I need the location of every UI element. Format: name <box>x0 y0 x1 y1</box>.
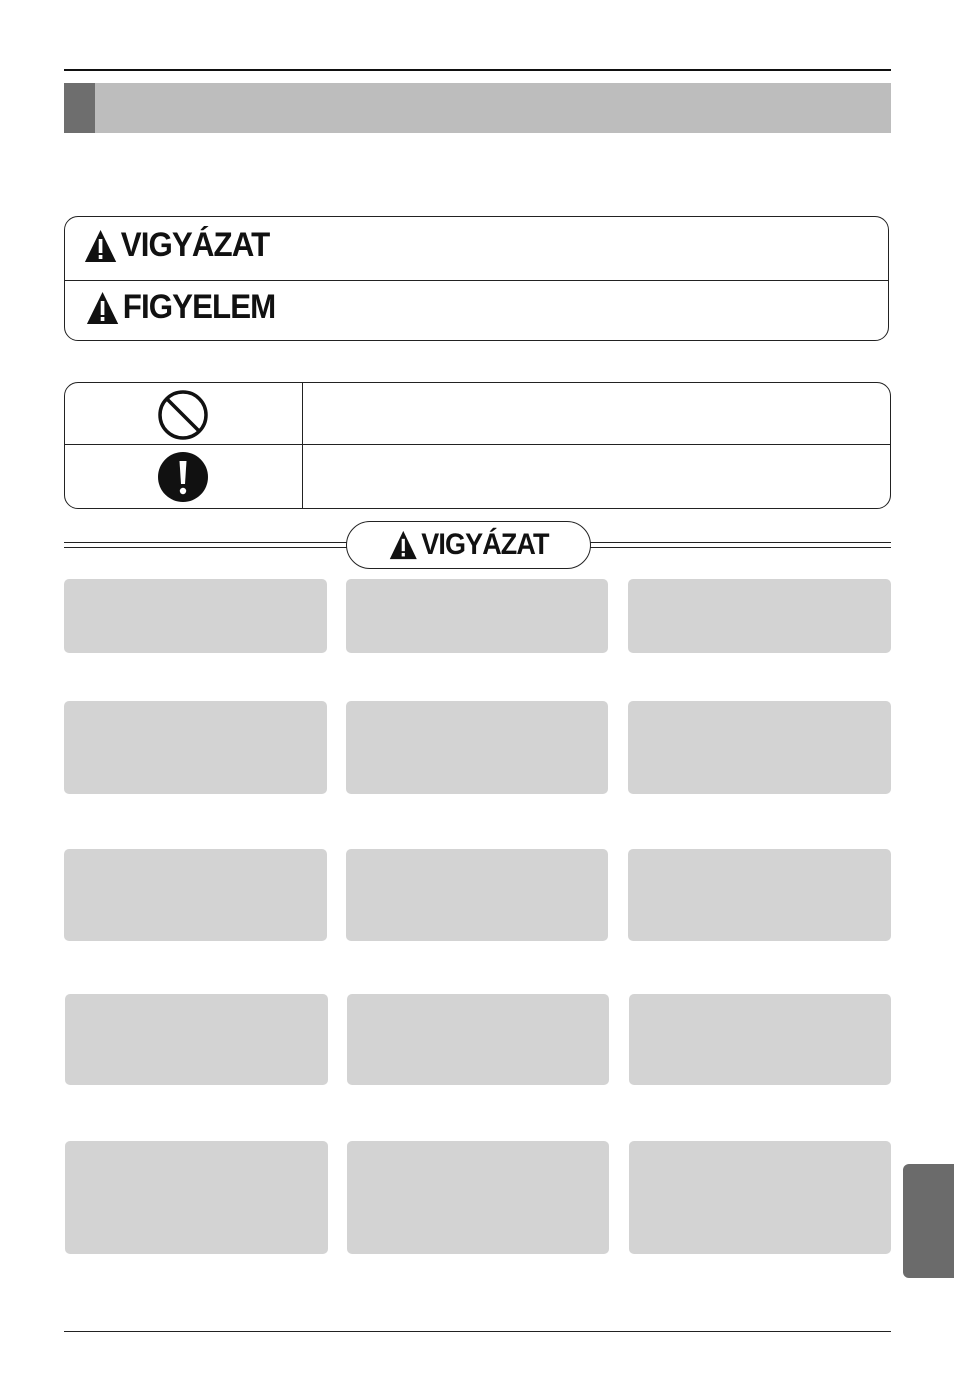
illustration-card <box>347 1141 609 1254</box>
caution-triangle-icon <box>86 291 119 325</box>
warning-triangle-icon <box>84 229 117 263</box>
bottom-rule <box>64 1331 891 1332</box>
illustration-card <box>629 994 891 1085</box>
section-title-pill <box>346 521 591 569</box>
warning-triangle-icon <box>389 530 418 560</box>
prohibition-icon <box>157 389 209 441</box>
illustration-card <box>347 994 609 1085</box>
caution-signal-word <box>86 288 275 327</box>
symbol-legend-column-divider <box>302 383 303 508</box>
illustration-card <box>65 1141 328 1254</box>
divider-line <box>589 547 891 548</box>
illustration-card <box>346 849 608 941</box>
warning-signal-word <box>84 226 269 265</box>
illustration-card <box>628 701 891 794</box>
illustration-card <box>64 701 327 794</box>
illustration-card <box>629 1141 891 1254</box>
section-title <box>389 528 549 562</box>
symbol-legend-row-divider <box>65 444 890 445</box>
divider-line <box>64 547 348 548</box>
warning-label: VIGYÁZAT <box>120 226 270 264</box>
legend-divider <box>65 280 889 281</box>
illustration-card <box>628 849 891 941</box>
illustration-card <box>628 579 891 653</box>
illustration-card <box>346 579 608 653</box>
top-rule <box>64 69 891 71</box>
section-title-text: VIGYÁZAT <box>421 528 549 561</box>
illustration-card <box>346 701 608 794</box>
section-header-marker <box>64 83 95 133</box>
mandatory-action-icon <box>157 451 209 503</box>
language-side-tab <box>903 1164 954 1278</box>
illustration-card <box>64 849 327 941</box>
illustration-card <box>65 994 328 1085</box>
divider-line <box>589 542 891 543</box>
divider-line <box>64 542 348 543</box>
caution-label: FIGYELEM <box>122 288 276 326</box>
illustration-card <box>64 579 327 653</box>
section-header-bar <box>64 83 891 133</box>
